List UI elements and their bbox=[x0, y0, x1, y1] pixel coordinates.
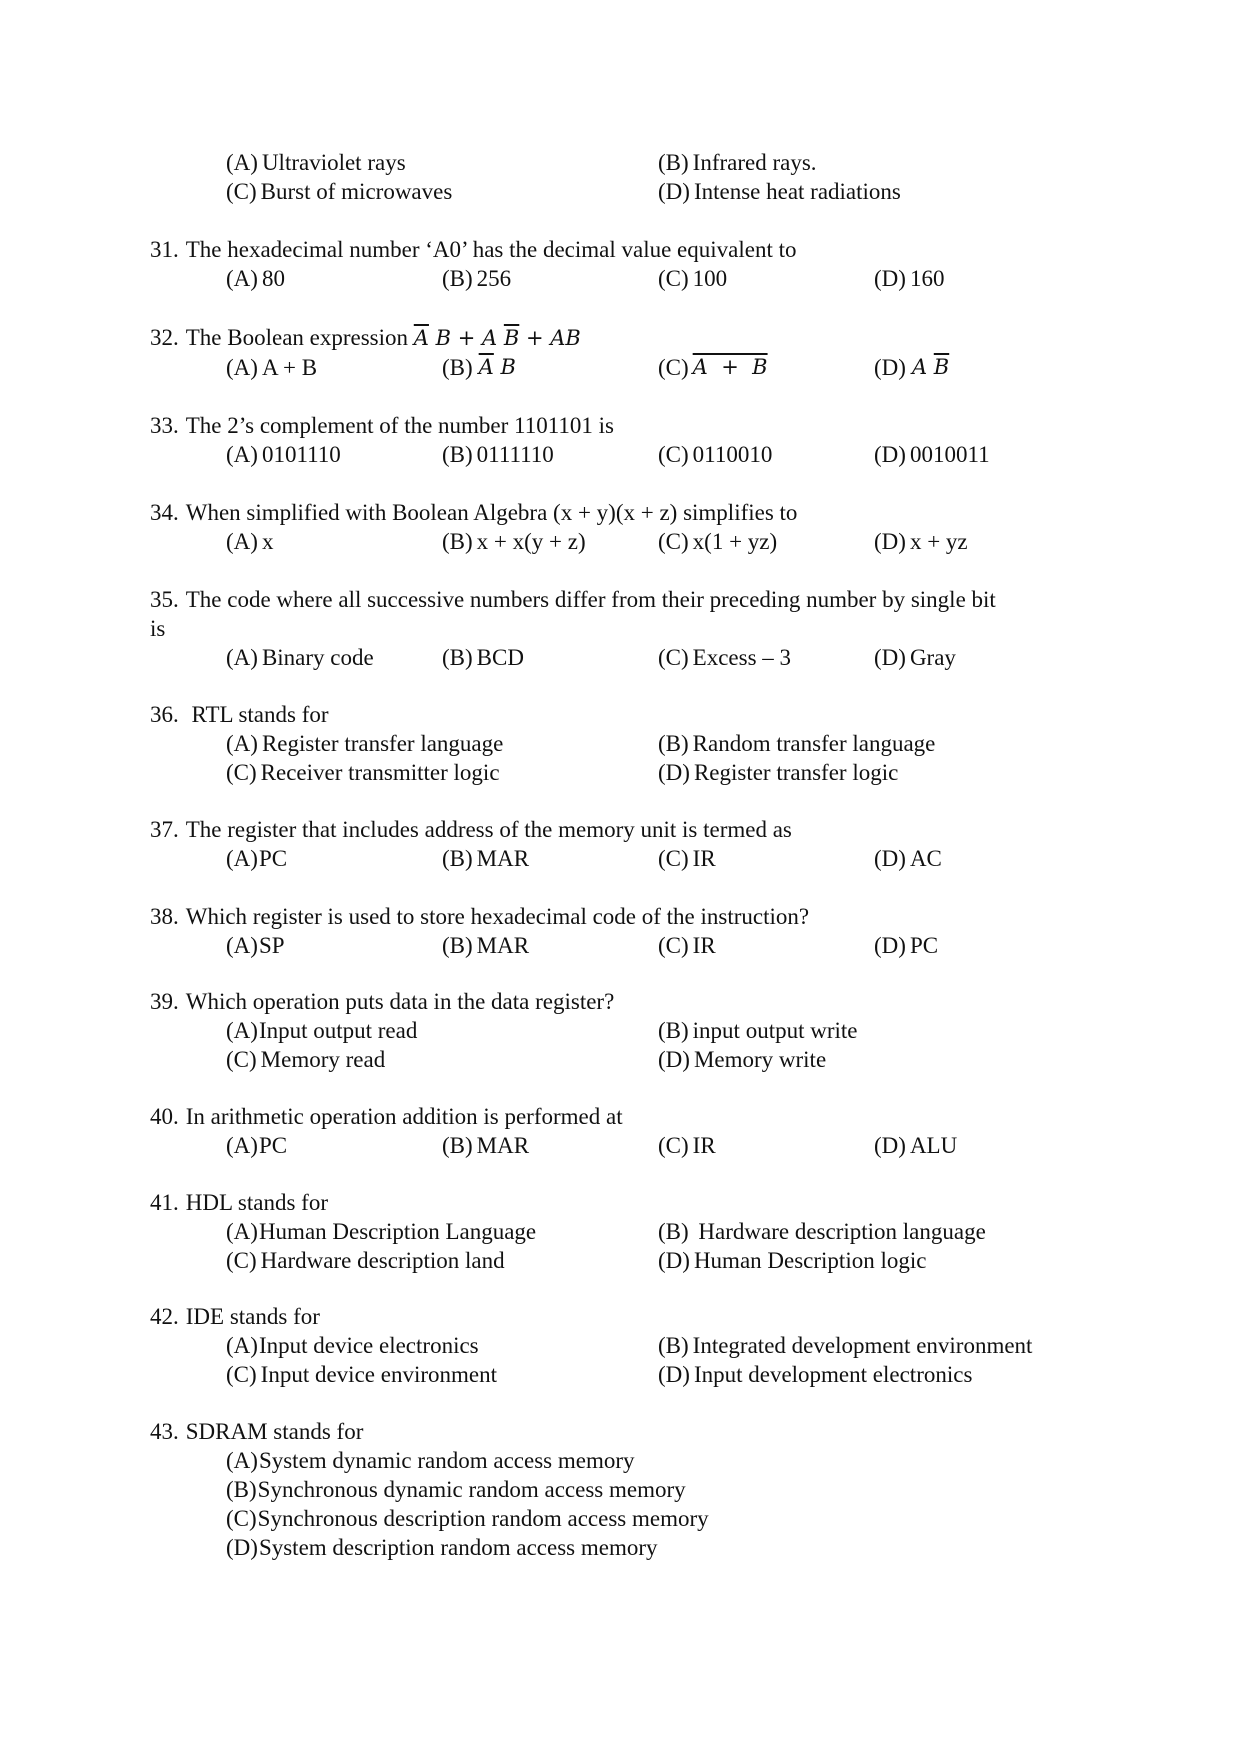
question-text-words: The Boolean expression bbox=[185, 325, 409, 350]
expr-term: $\overline{A}$ bbox=[413, 326, 429, 350]
question-text: The 2’s complement of the number 1101101 is bbox=[185, 413, 614, 438]
option-b bbox=[658, 1331, 1090, 1360]
question-text: HDL stands for bbox=[185, 1190, 328, 1215]
option-text: Gray bbox=[909, 645, 956, 670]
option-text: 0101110 bbox=[261, 442, 341, 467]
option-label: (C) bbox=[226, 1506, 257, 1531]
option-label: (D) bbox=[658, 1362, 690, 1387]
option-d bbox=[874, 844, 1090, 873]
option-text: Input device environment bbox=[260, 1362, 497, 1387]
option-text: x(1 + yz) bbox=[692, 529, 778, 554]
option-text: Hardware description language bbox=[692, 1219, 986, 1244]
option-label: (D) bbox=[874, 442, 906, 467]
option-label: (C) bbox=[658, 645, 689, 670]
question-34 bbox=[150, 498, 1090, 556]
option-label: (C) bbox=[226, 179, 257, 204]
option-label: (B) bbox=[442, 355, 473, 380]
option-c bbox=[658, 931, 874, 960]
question-number: 40. bbox=[150, 1104, 179, 1129]
option-label: (C) bbox=[226, 760, 257, 785]
option-label: (C) bbox=[658, 442, 689, 467]
question-41 bbox=[150, 1188, 1090, 1275]
option-d bbox=[874, 353, 1090, 382]
question-stem bbox=[150, 323, 1090, 353]
option-row bbox=[226, 353, 1090, 382]
option-label: (A) bbox=[226, 645, 258, 670]
option-label: (C) bbox=[658, 846, 689, 871]
option-label: (C) bbox=[658, 529, 689, 554]
option-a bbox=[226, 1446, 1086, 1475]
option-label: (C) bbox=[226, 1362, 257, 1387]
question-stem bbox=[150, 902, 1090, 931]
option-row bbox=[226, 1360, 1090, 1389]
question-39 bbox=[150, 987, 1090, 1074]
option-a bbox=[226, 729, 658, 758]
option-label: (D) bbox=[226, 1535, 258, 1560]
option-label: (B) bbox=[442, 266, 473, 291]
option-label: (B) bbox=[658, 1018, 689, 1043]
question-text: Which register is used to store hexadecimal code of the instruction? bbox=[185, 904, 810, 929]
option-label: (B) bbox=[442, 1133, 473, 1158]
option-b bbox=[442, 844, 658, 873]
option-c bbox=[226, 1504, 1086, 1533]
option-text: PC bbox=[258, 1133, 288, 1158]
option-a bbox=[226, 844, 442, 873]
option-a bbox=[226, 1331, 658, 1360]
option-b bbox=[658, 729, 1090, 758]
option-label: (B) bbox=[442, 645, 473, 670]
option-text: 256 bbox=[476, 266, 512, 291]
option-text: Ultraviolet rays bbox=[261, 150, 406, 175]
option-text: Memory read bbox=[260, 1047, 386, 1072]
option-label: (D) bbox=[874, 1133, 906, 1158]
option-text: 80 bbox=[261, 266, 285, 291]
option-text: A + B bbox=[692, 355, 768, 379]
option-text: Random transfer language bbox=[692, 731, 936, 756]
option-label: (B) bbox=[658, 1333, 689, 1358]
option-b bbox=[442, 931, 658, 960]
option-label: (A) bbox=[226, 442, 258, 467]
option-text: Hardware description land bbox=[260, 1248, 505, 1273]
option-label: (B) bbox=[658, 731, 689, 756]
option-label: (D) bbox=[874, 846, 906, 871]
option-label: (A) bbox=[226, 150, 258, 175]
option-text: 100 bbox=[692, 266, 728, 291]
option-row bbox=[226, 844, 1090, 873]
question-number: 31. bbox=[150, 237, 179, 262]
question-stem bbox=[150, 1302, 1090, 1331]
option-label: (A) bbox=[226, 266, 258, 291]
option-label: (A) bbox=[226, 1133, 258, 1158]
option-text: Input development electronics bbox=[693, 1362, 973, 1387]
option-text: MAR bbox=[476, 846, 530, 871]
expr-term: B + A bbox=[428, 326, 504, 350]
option-label: (D) bbox=[874, 266, 906, 291]
option-text: SP bbox=[258, 933, 285, 958]
question-stem bbox=[150, 1188, 1090, 1217]
option-label: (B) bbox=[442, 529, 473, 554]
option-label: (C) bbox=[658, 1133, 689, 1158]
option-b bbox=[658, 1217, 1090, 1246]
option-label: (A) bbox=[226, 1333, 258, 1358]
option-label: (A) bbox=[226, 355, 258, 380]
question-35 bbox=[150, 585, 1090, 672]
option-b bbox=[442, 1131, 658, 1160]
option-label: (C) bbox=[226, 1047, 257, 1072]
option-text: AC bbox=[909, 846, 942, 871]
option-a bbox=[226, 264, 442, 293]
question-text-continued: is bbox=[150, 616, 166, 641]
question-36 bbox=[150, 700, 1090, 787]
option-a bbox=[226, 527, 442, 556]
option-row bbox=[226, 758, 1090, 787]
question-text bbox=[179, 323, 581, 353]
option-row bbox=[226, 1016, 1090, 1045]
option-label: (C) bbox=[658, 933, 689, 958]
option-label: (B) bbox=[442, 933, 473, 958]
question-number: 32. bbox=[150, 325, 179, 350]
expr-term: A bbox=[911, 355, 934, 379]
option-text: Register transfer logic bbox=[693, 760, 899, 785]
option-text: IR bbox=[692, 846, 716, 871]
option-text: A + B bbox=[261, 355, 318, 380]
question-stem bbox=[150, 235, 1090, 264]
option-text: Synchronous dynamic random access memory bbox=[257, 1477, 686, 1502]
option-c bbox=[658, 844, 874, 873]
option-label: (C) bbox=[226, 1248, 257, 1273]
option-text: x + yz bbox=[909, 529, 968, 554]
option-row bbox=[226, 264, 1090, 293]
option-text: Register transfer language bbox=[261, 731, 504, 756]
option-a bbox=[226, 643, 442, 672]
option-a bbox=[226, 440, 442, 469]
option-c bbox=[658, 1131, 874, 1160]
option-label: (A) bbox=[226, 731, 258, 756]
option-d bbox=[658, 177, 1090, 206]
question-stem bbox=[150, 700, 1090, 729]
question-stem bbox=[150, 585, 1090, 614]
option-text: Human Description logic bbox=[693, 1248, 927, 1273]
option-label: (D) bbox=[658, 760, 690, 785]
expr-term: $\overline{A}$ bbox=[478, 355, 494, 379]
question-42 bbox=[150, 1302, 1090, 1389]
option-b bbox=[658, 148, 1090, 177]
option-text: System description random access memory bbox=[258, 1535, 658, 1560]
option-text: Input output read bbox=[258, 1018, 418, 1043]
option-d bbox=[874, 440, 1090, 469]
option-b bbox=[442, 527, 658, 556]
question-32 bbox=[150, 323, 1090, 382]
option-label: (B) bbox=[226, 1477, 257, 1502]
option-label: (A) bbox=[226, 846, 258, 871]
option-label: (C) bbox=[658, 355, 689, 380]
expr-term: + AB bbox=[519, 326, 581, 350]
question-stem bbox=[150, 815, 1090, 844]
option-a bbox=[226, 1217, 658, 1246]
option-c bbox=[658, 643, 874, 672]
option-row bbox=[226, 177, 1090, 206]
question-33 bbox=[150, 411, 1090, 469]
option-b bbox=[442, 353, 658, 382]
option-row bbox=[226, 1504, 1090, 1533]
question-text: SDRAM stands for bbox=[185, 1419, 364, 1444]
option-row bbox=[226, 931, 1090, 960]
question-text: RTL stands for bbox=[185, 702, 329, 727]
question-number: 42. bbox=[150, 1304, 179, 1329]
question-31 bbox=[150, 235, 1090, 293]
question-30-options bbox=[150, 148, 1090, 206]
question-text: In arithmetic operation addition is performed at bbox=[185, 1104, 623, 1129]
expr-term: $\overline{B}$ bbox=[933, 355, 950, 379]
option-a bbox=[226, 1016, 658, 1045]
option-label: (B) bbox=[658, 1219, 689, 1244]
option-b bbox=[442, 643, 658, 672]
option-text: Integrated development environment bbox=[692, 1333, 1033, 1358]
option-label: (A) bbox=[226, 1448, 258, 1473]
option-label: (D) bbox=[874, 355, 906, 380]
question-stem bbox=[150, 1417, 1090, 1446]
expr-term: B bbox=[493, 355, 516, 379]
option-label: (B) bbox=[442, 846, 473, 871]
option-label: (A) bbox=[226, 1219, 258, 1244]
option-row bbox=[226, 440, 1090, 469]
option-label: (A) bbox=[226, 1018, 258, 1043]
question-37 bbox=[150, 815, 1090, 873]
option-row bbox=[226, 643, 1090, 672]
option-text: MAR bbox=[476, 1133, 530, 1158]
option-text: IR bbox=[692, 933, 716, 958]
option-text: IR bbox=[692, 1133, 716, 1158]
option-text: MAR bbox=[476, 933, 530, 958]
option-c bbox=[226, 177, 658, 206]
option-d bbox=[658, 758, 1090, 787]
option-d bbox=[658, 1246, 1090, 1275]
option-text: Infrared rays. bbox=[692, 150, 817, 175]
option-row bbox=[226, 1246, 1090, 1275]
option-d bbox=[874, 1131, 1090, 1160]
option-c bbox=[658, 527, 874, 556]
question-38 bbox=[150, 902, 1090, 960]
option-text: ALU bbox=[909, 1133, 958, 1158]
option-c bbox=[226, 758, 658, 787]
option-text: Synchronous description random access memory bbox=[257, 1506, 709, 1531]
question-number: 38. bbox=[150, 904, 179, 929]
option-label: (B) bbox=[442, 442, 473, 467]
expr-term: $\overline{B}$ bbox=[503, 326, 520, 350]
option-text: System dynamic random access memory bbox=[258, 1448, 635, 1473]
option-text: x bbox=[261, 529, 274, 554]
question-stem bbox=[150, 987, 1090, 1016]
option-c bbox=[658, 440, 874, 469]
option-a bbox=[226, 931, 442, 960]
question-number: 41. bbox=[150, 1190, 179, 1215]
option-text: BCD bbox=[476, 645, 524, 670]
option-row bbox=[226, 1217, 1090, 1246]
option-b bbox=[658, 1016, 1090, 1045]
option-text: Human Description Language bbox=[258, 1219, 537, 1244]
option-label: (A) bbox=[226, 529, 258, 554]
option-row bbox=[226, 527, 1090, 556]
option-row bbox=[226, 1131, 1090, 1160]
option-b bbox=[442, 440, 658, 469]
option-d bbox=[658, 1045, 1090, 1074]
option-d bbox=[874, 264, 1090, 293]
option-row bbox=[226, 1446, 1090, 1475]
option-a bbox=[226, 353, 442, 382]
option-text: x + x(y + z) bbox=[476, 529, 586, 554]
option-row bbox=[226, 148, 1090, 177]
question-text: The hexadecimal number ‘A0’ has the decimal value equivalent to bbox=[185, 237, 797, 262]
option-d bbox=[658, 1360, 1090, 1389]
option-row bbox=[226, 1533, 1090, 1562]
option-c bbox=[226, 1246, 658, 1275]
option-label: (D) bbox=[874, 933, 906, 958]
option-row bbox=[226, 729, 1090, 758]
option-a bbox=[226, 1131, 442, 1160]
option-d bbox=[874, 527, 1090, 556]
question-number: 43. bbox=[150, 1419, 179, 1444]
question-number: 39. bbox=[150, 989, 179, 1014]
option-c bbox=[226, 1045, 658, 1074]
option-d bbox=[874, 931, 1090, 960]
question-stem bbox=[150, 498, 1090, 527]
option-text: Intense heat radiations bbox=[693, 179, 901, 204]
question-text: When simplified with Boolean Algebra (x + y)(x + z) simplifies to bbox=[185, 500, 798, 525]
option-label: (A) bbox=[226, 933, 258, 958]
question-stem bbox=[150, 411, 1090, 440]
option-text: 160 bbox=[909, 266, 945, 291]
option-row bbox=[226, 1331, 1090, 1360]
question-text: The register that includes address of the memory unit is termed as bbox=[185, 817, 792, 842]
question-43 bbox=[150, 1417, 1090, 1562]
option-d bbox=[874, 643, 1090, 672]
option-text: Burst of microwaves bbox=[260, 179, 453, 204]
option-b bbox=[442, 264, 658, 293]
option-text: PC bbox=[258, 846, 288, 871]
option-text: PC bbox=[909, 933, 939, 958]
option-text: input output write bbox=[692, 1018, 858, 1043]
question-text: The code where all successive numbers differ from their preceding number by single bit bbox=[185, 587, 996, 612]
option-c bbox=[658, 353, 874, 382]
option-a bbox=[226, 148, 658, 177]
option-label: (D) bbox=[658, 1248, 690, 1273]
option-label: (C) bbox=[658, 266, 689, 291]
option-text: 0110010 bbox=[692, 442, 773, 467]
question-number: 33. bbox=[150, 413, 179, 438]
option-label: (D) bbox=[874, 645, 906, 670]
question-number: 35. bbox=[150, 587, 179, 612]
question-number: 36. bbox=[150, 702, 179, 727]
option-label: (D) bbox=[658, 179, 690, 204]
question-number: 34. bbox=[150, 500, 179, 525]
option-text: Memory write bbox=[693, 1047, 827, 1072]
option-b bbox=[226, 1475, 1086, 1504]
option-text: 0010011 bbox=[909, 442, 990, 467]
option-c bbox=[226, 1360, 658, 1389]
option-text: 0111110 bbox=[476, 442, 554, 467]
option-text: Receiver transmitter logic bbox=[260, 760, 500, 785]
option-c bbox=[658, 264, 874, 293]
question-text: Which operation puts data in the data register? bbox=[185, 989, 615, 1014]
option-text: Binary code bbox=[261, 645, 374, 670]
option-label: (B) bbox=[658, 150, 689, 175]
option-text: Excess – 3 bbox=[692, 645, 792, 670]
option-label: (D) bbox=[874, 529, 906, 554]
option-d bbox=[226, 1533, 1086, 1562]
question-stem bbox=[150, 1102, 1090, 1131]
option-label: (D) bbox=[658, 1047, 690, 1072]
question-text: IDE stands for bbox=[185, 1304, 320, 1329]
option-row bbox=[226, 1475, 1090, 1504]
question-40 bbox=[150, 1102, 1090, 1160]
question-number: 37. bbox=[150, 817, 179, 842]
option-row bbox=[226, 1045, 1090, 1074]
option-text: Input device electronics bbox=[258, 1333, 479, 1358]
